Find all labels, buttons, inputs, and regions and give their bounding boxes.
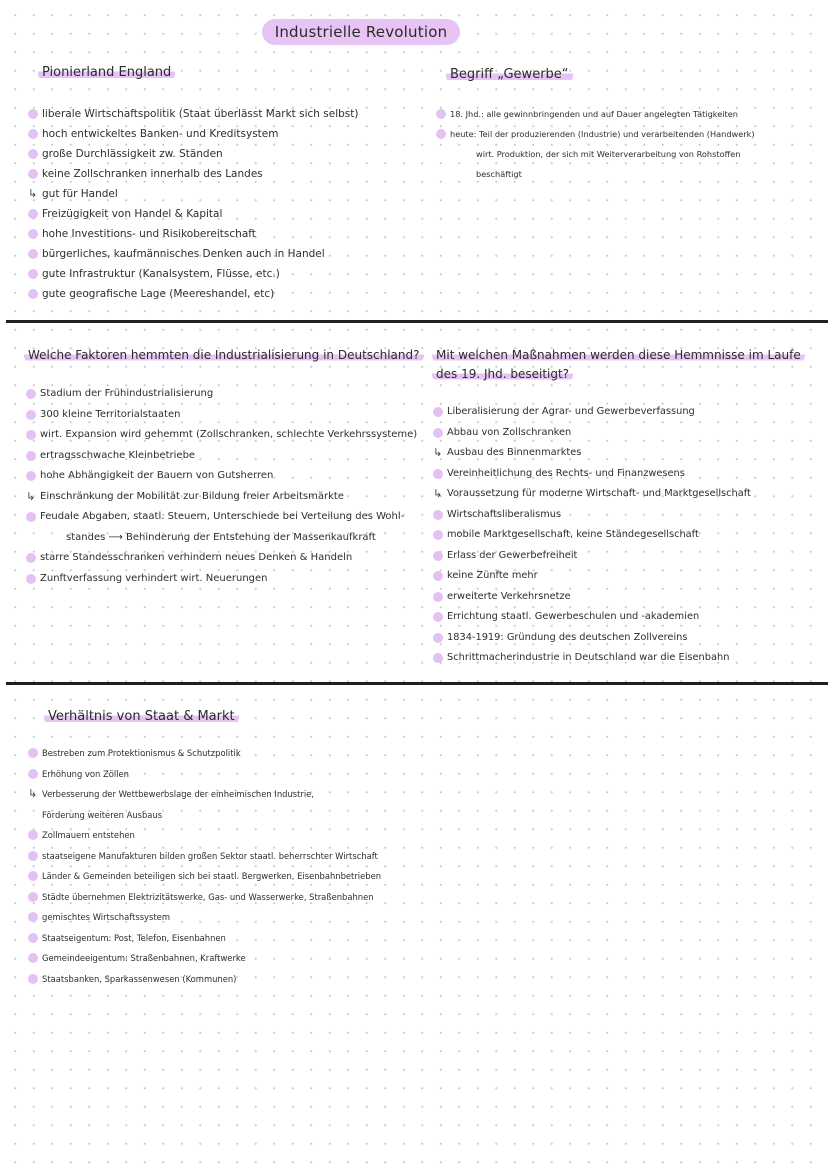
list-item: erweiterte Verkehrsnetze: [447, 587, 751, 608]
list-item: hoch entwickeltes Banken- und Kreditsystem: [42, 124, 358, 144]
section-heading-pionierland: [38, 63, 175, 83]
list-faktoren: [40, 384, 417, 589]
list-item: staatseigene Manufakturen bilden großen Sektor staatl. beherrschter Wirtschaft: [42, 846, 381, 867]
list-item: Abbau von Zollschranken: [447, 423, 751, 444]
list-item: Länder & Gemeinden beteiligen sich bei staatl. Bergwerken, Eisenbahnbetrieben: [42, 866, 381, 887]
heading-text-line1: Mit welchen Maßnahmen werden diese Hemmnisse im Laufe: [432, 348, 805, 362]
list-item: Gemeindeeigentum: Straßenbahnen, Kraftwerke: [42, 948, 381, 969]
list-item: beschäftigt: [476, 169, 522, 179]
list-item: 18. Jhd.: alle gewinnbringenden und auf Dauer angelegten Tätigkeiten: [450, 104, 755, 124]
list-item: mobile Marktgesellschaft, keine Ständegesellschaft: [447, 525, 751, 546]
list-item: Feudale Abgaben, staatl. Steuern, Unterschiede bei Verteilung des Wohl-: [40, 507, 417, 528]
list-item: bürgerliches, kaufmännisches Denken auch in Handel: [42, 244, 358, 264]
section-heading-faktoren: [24, 345, 424, 365]
section-heading-staat: [44, 707, 239, 727]
list-item: Förderung weiteren Ausbaus: [42, 809, 163, 820]
section-heading-gewerbe: [446, 65, 573, 85]
list-item: ↳ gut für Handel: [42, 184, 358, 204]
heading-text-line2: des 19. Jhd. beseitigt?: [432, 367, 573, 381]
list-item: hohe Investitions- und Risikobereitschaft: [42, 224, 358, 244]
list-item: keine Zünfte mehr: [447, 566, 751, 587]
list-staat: [42, 743, 381, 989]
section-divider: [6, 682, 828, 685]
list-item: gute geografische Lage (Meereshandel, etc): [42, 284, 358, 304]
heading-text: Verhältnis von Staat & Markt: [44, 709, 239, 724]
list-item: Liberalisierung der Agrar- und Gewerbeverfassung: [447, 402, 751, 423]
list-item: ↳ Ausbau des Binnenmarktes: [447, 443, 751, 464]
list-item: wirt. Expansion wird gehemmt (Zollschranken, schlechte Verkehrssysteme): [40, 425, 417, 446]
heading-text: Begriff „Gewerbe“: [446, 67, 573, 82]
list-item: gute Infrastruktur (Kanalsystem, Flüsse, etc.): [42, 264, 358, 284]
list-item: Erlass der Gewerbefreiheit: [447, 546, 751, 567]
list-item: ↳ Voraussetzung für moderne Wirtschaft- und Marktgesellschaft: [447, 484, 751, 505]
list-item: große Durchlässigkeit zw. Ständen: [42, 144, 358, 164]
list-item: heute: Teil der produzierenden (Industrie) und verarbeitenden (Handwerk): [450, 124, 755, 144]
list-item: gemischtes Wirtschaftssystem: [42, 907, 381, 928]
list-item: ↳ Einschränkung der Mobilität zur Bildung freier Arbeitsmärkte: [40, 487, 417, 508]
list-massnahmen: [447, 402, 751, 669]
list-item: liberale Wirtschaftspolitik (Staat überlässt Markt sich selbst): [42, 104, 358, 124]
list-item: wirt. Produktion, der sich mit Weiterverarbeitung von Rohstoffen: [476, 149, 741, 159]
list-item: 1834-1919: Gründung des deutschen Zollvereins: [447, 628, 751, 649]
list-item: keine Zollschranken innerhalb des Landes: [42, 164, 358, 184]
list-item: Städte übernehmen Elektrizitätswerke, Gas- und Wasserwerke, Straßenbahnen: [42, 887, 381, 908]
section-heading-massnahmen-2: [432, 364, 573, 384]
list-pionierland: [42, 104, 358, 304]
list-item: starre Standesschranken verhindern neues Denken & Handeln: [40, 548, 417, 569]
list-item: Wirtschaftsliberalismus: [447, 505, 751, 526]
list-item: ↳ Verbesserung der Wettbewerbslage der einheimischen Industrie,: [42, 784, 381, 805]
list-item: standes ⟶ Behinderung der Entstehung der Massenkaufkraft: [66, 531, 376, 543]
list-item: Zunftverfassung verhindert wirt. Neuerungen: [40, 569, 417, 590]
list-item: Errichtung staatl. Gewerbeschulen und -akademien: [447, 607, 751, 628]
list-item: Freizügigkeit von Handel & Kapital: [42, 204, 358, 224]
section-divider: [6, 320, 828, 323]
section-heading-massnahmen: [432, 345, 805, 365]
page-title: Industrielle Revolution: [262, 19, 460, 45]
list-item: Staatseigentum: Post, Telefon, Eisenbahnen: [42, 928, 381, 949]
list-item: hohe Abhängigkeit der Bauern von Gutsherren: [40, 466, 417, 487]
heading-text: Welche Faktoren hemmten die Industrialisierung in Deutschland?: [24, 348, 424, 362]
list-item: Stadium der Frühindustrialisierung: [40, 384, 417, 405]
list-item: Vereinheitlichung des Rechts- und Finanzwesens: [447, 464, 751, 485]
list-gewerbe: [450, 104, 755, 184]
list-item: Bestreben zum Protektionismus & Schutzpolitik: [42, 743, 381, 764]
list-item: ertragsschwache Kleinbetriebe: [40, 446, 417, 467]
heading-text: Pionierland England: [38, 65, 175, 80]
list-item: 300 kleine Territorialstaaten: [40, 405, 417, 426]
list-item: Zollmauern entstehen: [42, 825, 381, 846]
list-item: Staatsbanken, Sparkassenwesen (Kommunen): [42, 969, 381, 990]
list-item: Erhöhung von Zöllen: [42, 764, 381, 785]
list-item: Schrittmacherindustrie in Deutschland war die Eisenbahn: [447, 648, 751, 669]
